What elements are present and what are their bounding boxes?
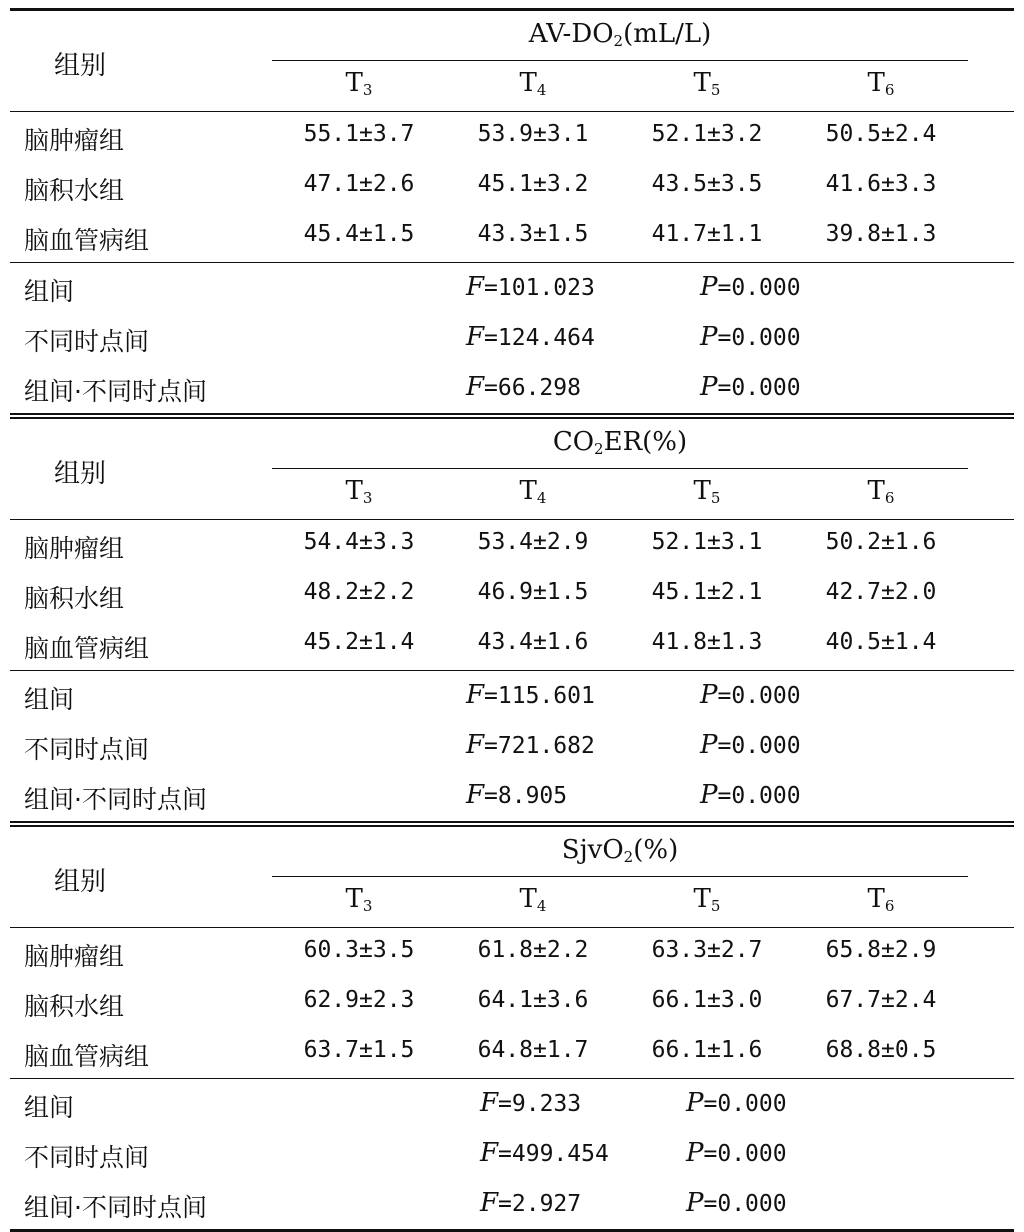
stat-row — [10, 671, 1014, 721]
header-subrule — [272, 468, 968, 469]
timepoint-label: $T_5$ — [693, 68, 721, 99]
p-value: P=0.000 — [700, 322, 801, 352]
value-cell: 40.5±1.4 — [825, 629, 937, 655]
f-statistic: F=101.023 — [466, 272, 595, 302]
timepoint-headers — [272, 884, 968, 915]
p-value: P=0.000 — [686, 1088, 787, 1118]
value-cell: 66.1±3.0 — [651, 987, 763, 1013]
p-value: P=0.000 — [686, 1188, 787, 1218]
value-cell: 50.5±2.4 — [825, 121, 937, 147]
f-statistic: F=124.464 — [466, 322, 595, 352]
stat-label: 组间 — [24, 685, 75, 714]
table-row — [10, 928, 1014, 978]
p-value: P=0.000 — [700, 680, 801, 710]
section-header — [10, 419, 1014, 519]
value-cell: 42.7±2.0 — [825, 579, 937, 605]
value-cell: 52.1±3.1 — [651, 529, 763, 555]
p-value: P=0.000 — [686, 1138, 787, 1168]
stat-label: 不同时点间 — [24, 735, 150, 764]
value-cell: 65.8±2.9 — [825, 937, 937, 963]
value-cell: 43.5±3.5 — [651, 171, 763, 197]
f-statistic: F=499.454 — [480, 1138, 609, 1168]
row-values — [272, 987, 968, 1013]
group-label: 脑肿瘤组 — [24, 942, 125, 971]
group-label: 脑肿瘤组 — [24, 126, 125, 155]
value-cell: 43.3±1.5 — [477, 221, 589, 247]
stat-label: 不同时点间 — [24, 1143, 150, 1172]
metric-title: SjvO$_2$(%) — [561, 835, 679, 866]
stat-row — [10, 771, 1014, 821]
stat-label: 组间·不同时点间 — [24, 377, 207, 406]
value-cell: 61.8±2.2 — [477, 937, 589, 963]
section-header — [10, 827, 1014, 927]
value-cell: 45.1±2.1 — [651, 579, 763, 605]
timepoint-label: $T_5$ — [693, 884, 721, 915]
value-cell: 66.1±1.6 — [651, 1037, 763, 1063]
timepoint-headers — [272, 68, 968, 99]
timepoint-label: $T_3$ — [345, 884, 373, 915]
f-statistic: F=9.233 — [480, 1088, 582, 1118]
timepoint-label: $T_4$ — [519, 884, 547, 915]
stat-label: 组间 — [24, 277, 75, 306]
row-values — [272, 171, 968, 197]
p-value: P=0.000 — [700, 272, 801, 302]
value-cell: 55.1±3.7 — [303, 121, 415, 147]
stat-label: 组间·不同时点间 — [24, 1193, 207, 1222]
value-cell: 46.9±1.5 — [477, 579, 589, 605]
stat-row — [10, 313, 1014, 363]
header-subrule — [272, 876, 968, 877]
metric-title: $CO_2ER(\%)$ — [552, 427, 688, 458]
group-header: 组别 — [54, 867, 107, 897]
value-cell: 53.9±3.1 — [477, 121, 589, 147]
results-table — [10, 8, 1014, 1232]
stat-row — [10, 263, 1014, 313]
value-cell: 41.8±1.3 — [651, 629, 763, 655]
group-label: 脑血管病组 — [24, 1042, 150, 1071]
f-statistic: F=66.298 — [466, 372, 581, 402]
timepoint-label: $T_4$ — [519, 68, 547, 99]
group-label: 脑血管病组 — [24, 634, 150, 663]
value-cell: 41.6±3.3 — [825, 171, 937, 197]
table-sections — [10, 11, 1014, 1229]
value-cell: 39.8±1.3 — [825, 221, 937, 247]
row-values — [272, 221, 968, 247]
value-cell: 45.1±3.2 — [477, 171, 589, 197]
table-row — [10, 1028, 1014, 1078]
stat-row — [10, 1129, 1014, 1179]
value-cell: 47.1±2.6 — [303, 171, 415, 197]
row-values — [272, 937, 968, 963]
header-subrule — [272, 60, 968, 61]
value-cell: 48.2±2.2 — [303, 579, 415, 605]
table-row — [10, 978, 1014, 1028]
value-cell: 60.3±3.5 — [303, 937, 415, 963]
timepoint-label: $T_3$ — [345, 68, 373, 99]
timepoint-label: $T_4$ — [519, 476, 547, 507]
stat-label: 组间·不同时点间 — [24, 785, 207, 814]
value-cell: 63.7±1.5 — [303, 1037, 415, 1063]
f-statistic: F=721.682 — [466, 730, 595, 760]
value-cell: 64.1±3.6 — [477, 987, 589, 1013]
group-label: 脑血管病组 — [24, 226, 150, 255]
p-value: P=0.000 — [700, 730, 801, 760]
table-row — [10, 520, 1014, 570]
value-cell: 53.4±2.9 — [477, 529, 589, 555]
timepoint-headers — [272, 476, 968, 507]
row-values — [272, 529, 968, 555]
stat-row — [10, 721, 1014, 771]
stat-row — [10, 1079, 1014, 1129]
timepoint-label: $T_5$ — [693, 476, 721, 507]
stat-label: 不同时点间 — [24, 327, 150, 356]
row-values — [272, 121, 968, 147]
table-row — [10, 620, 1014, 670]
table-row — [10, 162, 1014, 212]
value-cell: 45.2±1.4 — [303, 629, 415, 655]
row-values — [272, 579, 968, 605]
timepoint-label: $T_3$ — [345, 476, 373, 507]
value-cell: 50.2±1.6 — [825, 529, 937, 555]
value-cell: 68.8±0.5 — [825, 1037, 937, 1063]
timepoint-label: $T_6$ — [867, 68, 895, 99]
value-cell: 67.7±2.4 — [825, 987, 937, 1013]
value-cell: 41.7±1.1 — [651, 221, 763, 247]
stat-label: 组间 — [24, 1093, 75, 1122]
group-header: 组别 — [54, 51, 107, 81]
f-statistic: F=2.927 — [480, 1188, 582, 1218]
group-label: 脑肿瘤组 — [24, 534, 125, 563]
group-label: 脑积水组 — [24, 584, 125, 613]
metric-title: $AV-DO_2(mL/L)$ — [528, 19, 712, 50]
value-cell: 64.8±1.7 — [477, 1037, 589, 1063]
f-statistic: F=8.905 — [466, 780, 568, 810]
p-value: P=0.000 — [700, 780, 801, 810]
table-row — [10, 212, 1014, 262]
value-cell: 52.1±3.2 — [651, 121, 763, 147]
value-cell: 43.4±1.6 — [477, 629, 589, 655]
p-value: P=0.000 — [700, 372, 801, 402]
stat-row — [10, 1179, 1014, 1229]
table-row — [10, 570, 1014, 620]
value-cell: 54.4±3.3 — [303, 529, 415, 555]
section-header — [10, 11, 1014, 111]
value-cell: 45.4±1.5 — [303, 221, 415, 247]
f-statistic: F=115.601 — [466, 680, 595, 710]
value-cell: 63.3±2.7 — [651, 937, 763, 963]
timepoint-label: $T_6$ — [867, 884, 895, 915]
stat-row — [10, 363, 1014, 413]
timepoint-label: $T_6$ — [867, 476, 895, 507]
group-label: 脑积水组 — [24, 176, 125, 205]
table-row — [10, 112, 1014, 162]
group-header: 组别 — [54, 459, 107, 489]
row-values — [272, 1037, 968, 1063]
row-values — [272, 629, 968, 655]
group-label: 脑积水组 — [24, 992, 125, 1021]
value-cell: 62.9±2.3 — [303, 987, 415, 1013]
